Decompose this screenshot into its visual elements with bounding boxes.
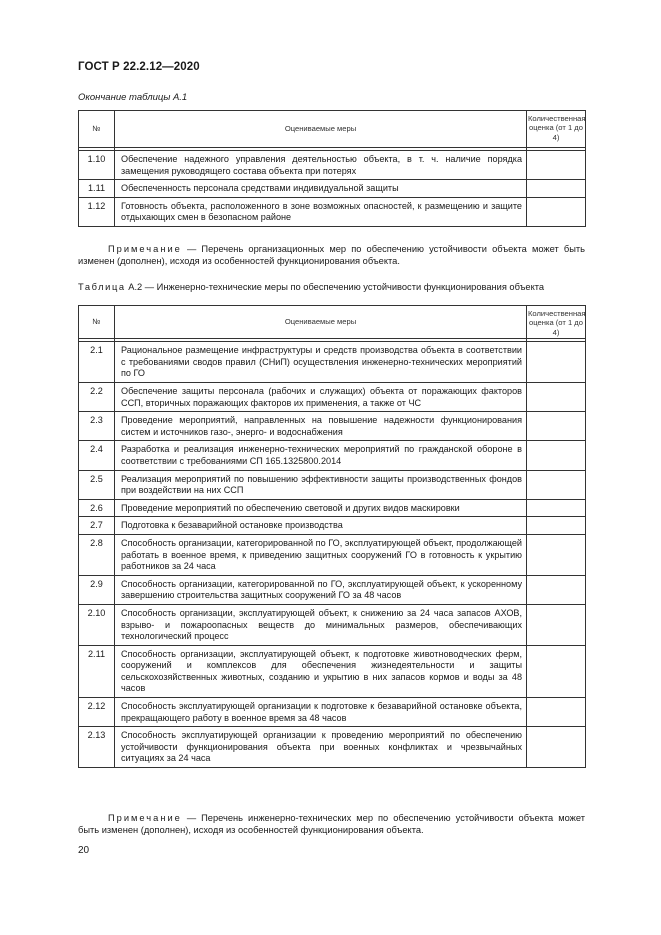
row-number: 2.7 — [79, 517, 115, 535]
row-score-cell — [527, 470, 586, 499]
table-a2 — [78, 305, 586, 768]
table-body — [79, 148, 586, 227]
note-text: — Перечень организационных мер по обеспечению устойчивости объекта может быть изменен (дополнен), исходя из особенностей функционирования объекта. — [78, 244, 585, 266]
row-score-cell — [527, 499, 586, 517]
row-score-cell — [527, 412, 586, 441]
row-number: 2.3 — [79, 412, 115, 441]
table-row — [79, 727, 586, 768]
note-label: Примечание — [108, 244, 182, 254]
table-row — [79, 604, 586, 645]
row-number: 2.4 — [79, 441, 115, 470]
table-row — [79, 180, 586, 198]
row-score-cell — [527, 180, 586, 198]
row-score-cell — [527, 342, 586, 383]
table-caption-text: А.2 — Инженерно-технические меры по обеспечению устойчивости функционирования объекта — [125, 282, 545, 292]
row-number: 2.1 — [79, 342, 115, 383]
row-measure-text: Обеспечение защиты персонала (рабочих и служащих) объекта от поражающих факторов ССП, вторичных поражающих факторов их применения, а также от ЧС — [115, 383, 527, 412]
row-measure-text: Рациональное размещение инфраструктуры и средств производства объекта в соответствии с требованиями сводов правил (СНиП) осуществления инженерно-технических мероприятий по ГО — [115, 342, 527, 383]
column-header-count: Количественная оценка (от 1 до 4) — [527, 111, 586, 148]
table-caption-label: Таблица — [78, 282, 126, 292]
row-score-cell — [527, 698, 586, 727]
row-score-cell — [527, 441, 586, 470]
row-measure-text: Проведение мероприятий, направленных на повышение надежности функционирования систем и источников газо-, энерго- и водоснабжения — [115, 412, 527, 441]
table-body — [79, 339, 586, 768]
row-number: 2.8 — [79, 534, 115, 575]
table-continuation-label: Окончание таблицы А.1 — [78, 92, 188, 103]
page-number: 20 — [78, 845, 90, 856]
row-number: 2.12 — [79, 698, 115, 727]
note-engineering — [78, 812, 585, 836]
row-measure-text: Способность эксплуатирующей организации к подготовке к безаварийной остановке объекта, прекращающего работу в военное время за 48 часов — [115, 698, 527, 727]
row-measure-text: Готовность объекта, расположенного в зоне возможных опасностей, к размещению и защите отдыхающих смен в безопасном районе — [115, 197, 527, 226]
table-row — [79, 383, 586, 412]
row-score-cell — [527, 575, 586, 604]
table-row — [79, 499, 586, 517]
row-measure-text: Обеспечение надежного управления деятельностью объекта, в т. ч. наличие порядка замещения руководящего состава объекта при потерях — [115, 151, 527, 180]
table-row — [79, 197, 586, 226]
table-row — [79, 441, 586, 470]
document-code: ГОСТ Р 22.2.12—2020 — [78, 61, 200, 73]
table-row — [79, 470, 586, 499]
table-row — [79, 412, 586, 441]
row-measure-text: Разработка и реализация инженерно-технических мероприятий по гражданской обороне в соответствии с требованиями СП 165.1325800.2014 — [115, 441, 527, 470]
column-header-num: № — [79, 111, 115, 148]
column-header-measures: Оцениваемые меры — [115, 111, 527, 148]
row-score-cell — [527, 197, 586, 226]
note-text: — Перечень инженерно-технических мер по обеспечению устойчивости объекта может быть изменен (дополнен), исходя из особенностей функционирования объекта. — [78, 813, 585, 835]
row-measure-text: Способность эксплуатирующей организации к проведению мероприятий по обеспечению устойчивости функционирования объекта при военных конфликтах и чрезвычайных ситуациях за 24 часа — [115, 727, 527, 768]
row-number: 2.10 — [79, 604, 115, 645]
column-header-count: Количественная оценка (от 1 до 4) — [527, 306, 586, 339]
table-row — [79, 517, 586, 535]
table-header-row — [79, 111, 586, 148]
table-header-row — [79, 306, 586, 339]
row-number: 2.13 — [79, 727, 115, 768]
row-number: 2.5 — [79, 470, 115, 499]
row-number: 2.9 — [79, 575, 115, 604]
column-header-num: № — [79, 306, 115, 339]
row-score-cell — [527, 517, 586, 535]
row-measure-text: Проведение мероприятий по обеспечению световой и других видов маскировки — [115, 499, 527, 517]
row-measure-text: Способность организации, категорированной по ГО, эксплуатирующей объект, к ускоренному завершению строительства защитных сооружений ГО за 48 часов — [115, 575, 527, 604]
table-row — [79, 575, 586, 604]
row-number: 1.12 — [79, 197, 115, 226]
table-row — [79, 151, 586, 180]
row-score-cell — [527, 727, 586, 768]
row-number: 1.10 — [79, 151, 115, 180]
table-a2-caption — [78, 282, 544, 292]
note-label: Примечание — [108, 813, 182, 823]
row-score-cell — [527, 604, 586, 645]
row-measure-text: Способность организации, эксплуатирующей объект, к снижению за 24 часа запасов АХОВ, взрыво- и пожароопасных веществ до минимальных размеров, обеспечивающих технологический процесс — [115, 604, 527, 645]
row-measure-text: Подготовка к безаварийной остановке производства — [115, 517, 527, 535]
column-header-measures: Оцениваемые меры — [115, 306, 527, 339]
row-measure-text: Способность организации, эксплуатирующей объект, к подготовке животноводческих ферм, сооружений и комплексов для обеспечения жизнедеятельности и защиты сельскохозяйственных животных, созданию и укрытию в них запасов кормов и воды за 48 часов — [115, 645, 527, 697]
row-measure-text: Способность организации, категорированной по ГО, эксплуатирующей объект, продолжающей работать в военное время, к приведению защитных сооружений ГО в готовность к укрытию работников за 24 часа — [115, 534, 527, 575]
row-number: 2.6 — [79, 499, 115, 517]
row-score-cell — [527, 151, 586, 180]
table-a1-end — [78, 110, 586, 227]
row-measure-text: Реализация мероприятий по повышению эффективности защиты производственных фондов при воздействии на них ССП — [115, 470, 527, 499]
row-score-cell — [527, 534, 586, 575]
note-organizational — [78, 243, 585, 267]
table-row — [79, 645, 586, 697]
row-measure-text: Обеспеченность персонала средствами индивидуальной защиты — [115, 180, 527, 198]
table-row — [79, 342, 586, 383]
row-number: 2.2 — [79, 383, 115, 412]
table-row — [79, 698, 586, 727]
row-score-cell — [527, 645, 586, 697]
row-score-cell — [527, 383, 586, 412]
row-number: 2.11 — [79, 645, 115, 697]
table-row — [79, 534, 586, 575]
row-number: 1.11 — [79, 180, 115, 198]
